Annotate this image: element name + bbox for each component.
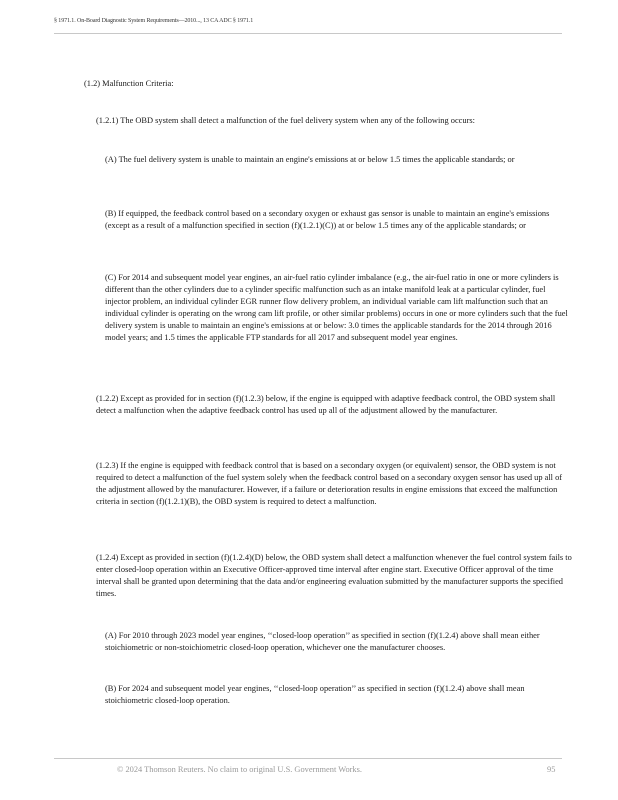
paragraph-1-2-2: (1.2.2) Except as provided for in section (f)(1.2.3) below, if the engine is equipped with adaptive feedback control, the OBD system shall detect a malfunction when the adaptive feedback control has used up all of the adjustment allowed by the manufacturer. (96, 394, 556, 415)
page-number: 95 (547, 765, 556, 774)
running-header: § 1971.1. On-Board Diagnostic System Requirements—2010..., 13 CA ADC § 1971.1 (54, 18, 254, 24)
paragraph-1-2-4: (1.2.4) Except as provided in section (f)(1.2.4)(D) below, the OBD system shall detect a malfunction whenever the fuel control system fails to enter closed-loop operation within an Executive Officer-approved time interval after engine start. Executive Officer approval of the time interval shall be granted upon determining that the data and/or engineering evaluation submitted by the manufacturer supports the specified times. (96, 553, 572, 598)
paragraph-1-2-3: (1.2.3) If the engine is equipped with feedback control that is based on a secondary oxygen (or equivalent) sensor, the OBD system is not required to detect a malfunction of the fuel system solely when the feedback control based on a secondary oxygen sensor has used up all of the adjustment allowed by the manufacturer. However, if a failure or deterioration results in engine emissions that exceed the malfunction criteria in section (f)(1.2.1)(B), the OBD system is required to detect a malfunction. (96, 461, 563, 506)
copyright-notice: © 2024 Thomson Reuters. No claim to original U.S. Government Works. (117, 765, 362, 774)
paragraph-1-2-1-b: (B) If equipped, the feedback control based on a secondary oxygen or exhaust gas sensor is unable to maintain an engine's emissions (except as a result of a malfunction specified in section (f)(1.2.1)(C)) at or below 1.5 times any of the applicable standards; or (105, 209, 550, 230)
paragraph-1-2-1-c: (C) For 2014 and subsequent model year engines, an air-fuel ratio cylinder imbalance (e.g., the air-fuel ratio in one or more cylinders is different than the other cylinders due to a cylinder specific malfunction such as an intake manifold leak at a particular cylinder, fuel injector problem, an individual cylinder EGR runner flow delivery problem, an individual variable cam lift malfunction such that an individual cylinder is operating on the wrong cam lift profile, or other similar problems) occurs in one or more cylinders such that the fuel delivery system is unable to maintain an engine's emissions at or below: 3.0 times the applicable standards for the 2014 through 2016 model years; and 1.5 times the applicable FTP standards for all 2017 and subsequent model year engines. (105, 273, 568, 342)
section-heading: (1.2) Malfunction Criteria: (84, 79, 174, 88)
paragraph-1-2-1: (1.2.1) The OBD system shall detect a malfunction of the fuel delivery system when any of the following occurs: (96, 116, 475, 125)
footer-divider (54, 758, 562, 759)
paragraph-1-2-4-a: (A) For 2010 through 2023 model year engines, ‘‘closed-loop operation’’ as specified in section (f)(1.2.4) above shall mean either stoichiometric or non-stoichiometric closed-loop operation, whichever one the manufacturer chooses. (105, 631, 540, 652)
paragraph-1-2-1-a: (A) The fuel delivery system is unable to maintain an engine's emissions at or below 1.5 times the applicable standards; or (105, 155, 515, 164)
header-divider (54, 33, 562, 34)
paragraph-1-2-4-b: (B) For 2024 and subsequent model year engines, ‘‘closed-loop operation’’ as specified in section (f)(1.2.4) above shall mean stoichiometric closed-loop operation. (105, 684, 525, 705)
